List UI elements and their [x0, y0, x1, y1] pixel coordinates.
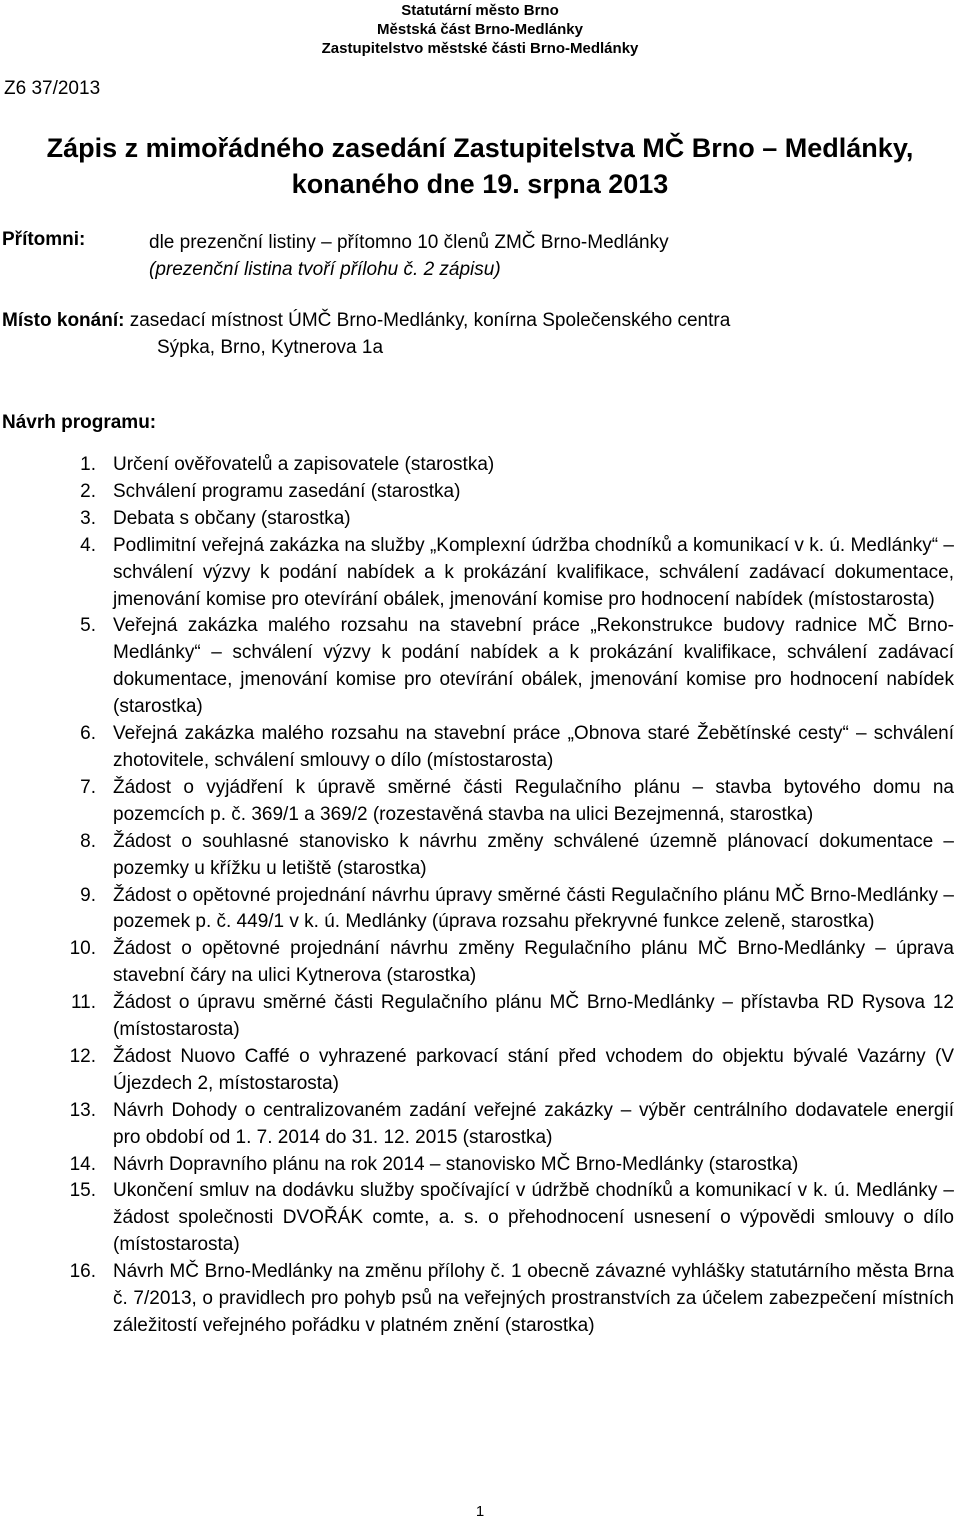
agenda-item-number: 1.	[80, 454, 96, 475]
present-note: (prezenční listina tvoří přílohu č. 2 zápisu)	[149, 259, 501, 280]
agenda-item-text: Podlimitní veřejná zakázka na služby „Komplexní údržba chodníků a komunikací v k. ú. Medlánky“ – schválení výzvy k podání nabídek a k prokázání kvalifikace, schválení zadávací dokumentace, jmenování komise pro otevírání obálek, jmenování komise pro hodnocení nabídek (místostarosta)	[113, 534, 954, 610]
header-district: Městská část Brno-Medlánky	[377, 21, 583, 38]
agenda-item	[0, 1259, 960, 1340]
agenda-item	[0, 1178, 960, 1259]
agenda-item-text: Žádost o souhlasné stanovisko k návrhu změny schválené územně plánovací dokumentace – pozemky u křížku u letiště (starostka)	[113, 830, 954, 879]
page-number: 1	[475, 1503, 485, 1520]
agenda-item	[0, 533, 960, 614]
agenda-item-number: 16.	[69, 1261, 96, 1283]
title-line-2: konaného dne 19. srpna 2013	[291, 169, 669, 199]
agenda-item-text: Debata s občany (starostka)	[113, 507, 351, 529]
agenda-item	[0, 1044, 960, 1098]
agenda-item-number: 6.	[80, 723, 96, 745]
agenda-item-text: Návrh MČ Brno-Medlánky na změnu přílohy č. 1 obecně závazné vyhlášky statutárního města Brna č. 7/2013, o pravidlech pro pohyb psů na veřejných prostranstvích za účelem zabezpečení místních záležitostí veřejného pořádku v platném znění (starostka)	[113, 1261, 954, 1336]
agenda-item	[0, 452, 960, 479]
present-section	[149, 229, 669, 283]
agenda-item-number: 3.	[80, 507, 96, 529]
agenda-item-text: Žádost o opětovné projednání návrhu úpravy směrné části Regulačního plánu MČ Brno-Medlánky – pozemek p. č. 449/1 v k. ú. Medlánky (úprava rozsahu překryvné funkce zeleně, starostka)	[113, 884, 954, 933]
agenda-item-number: 8.	[80, 830, 96, 852]
reference-number: Z6 37/2013	[4, 78, 101, 99]
agenda-item-number: 13.	[69, 1099, 96, 1121]
agenda-item	[0, 775, 960, 829]
header-city: Statutární město Brno	[401, 2, 559, 19]
agenda-item-text: Žádost o opětovné projednání návrhu změny Regulačního plánu MČ Brno-Medlánky – úprava stavební čáry na ulici Kytnerova (starostka)	[113, 938, 954, 987]
agenda-item-number: 14.	[69, 1153, 96, 1175]
document-header	[0, 1, 960, 58]
agenda-list	[0, 452, 960, 1340]
venue-text: zasedací místnost ÚMČ Brno-Medlánky, konírna Společenského centra	[129, 310, 731, 331]
agenda-item-number: 11.	[70, 992, 96, 1014]
present-text: dle prezenční listiny – přítomno 10 členů ZMČ Brno-Medlánky	[149, 232, 669, 253]
agenda-item-text: Návrh Dopravního plánu na rok 2014 – stanovisko MČ Brno-Medlánky (starostka)	[113, 1153, 799, 1175]
agenda-item	[0, 883, 960, 937]
program-heading: Návrh programu:	[2, 412, 157, 433]
venue-section	[2, 307, 730, 361]
venue-line-1	[2, 307, 730, 334]
agenda-item-text: Žádost o vyjádření k úpravě směrné části Regulačního plánu – stavba bytového domu na pozemcích p. č. 369/1 a 369/2 (rozestavěná stavba na ulici Bezejmenná, starostka)	[113, 776, 954, 825]
agenda-item-number: 10.	[69, 938, 96, 960]
agenda-item-number: 12.	[69, 1045, 96, 1067]
agenda-item-text: Schválení programu zasedání (starostka)	[113, 480, 461, 502]
agenda-item	[0, 721, 960, 775]
venue-label: Místo konání:	[2, 310, 125, 331]
agenda-item-text: Návrh Dohody o centralizovaném zadání veřejné zakázky – výběr centrálního dodavatele energií pro období od 1. 7. 2014 do 31. 12. 2015 (starostka)	[113, 1099, 954, 1148]
agenda-item-number: 7.	[80, 776, 96, 798]
agenda-item-text: Veřejná zakázka malého rozsahu na stavební práce „Rekonstrukce budovy radnice MČ Brno-Medlánky“ – schválení výzvy k podání nabídek a k prokázání kvalifikace, schválení zadávací dokumentace, jmenování komise pro otevírání obálek, jmenování komise pro hodnocení nabídek (starostka)	[113, 615, 954, 718]
title-line-1: Zápis z mimořádného zasedání Zastupitelstva MČ Brno – Medlánky,	[46, 133, 914, 163]
agenda-item-text: Žádost Nuovo Caffé o vyhrazené parkovací stání před vchodem do objektu bývalé Vazárny (V Újezdech 2, místostarosta)	[113, 1045, 954, 1094]
page-title	[0, 130, 960, 202]
agenda-item	[0, 506, 960, 533]
agenda-item-number: 4.	[80, 534, 96, 556]
present-label: Přítomni:	[2, 229, 86, 250]
agenda-item-text: Ukončení smluv na dodávku služby spočívající v údržbě chodníků a komunikací v k. ú. Medlánky – žádost společnosti DVOŘÁK comte, a. s. o přehodnocení usnesení o výpovědi smlouvy o dílo (místostarosta)	[113, 1180, 954, 1256]
agenda-item	[0, 1152, 960, 1179]
agenda-item-text: Žádost o úpravu směrné části Regulačního plánu MČ Brno-Medlánky – přístavba RD Rysova 12 (místostarosta)	[113, 992, 954, 1041]
agenda-item-number: 15.	[69, 1180, 96, 1202]
agenda-item	[0, 990, 960, 1044]
agenda-item-text: Určení ověřovatelů a zapisovatele (starostka)	[113, 454, 495, 475]
agenda-item-number: 9.	[80, 884, 96, 906]
header-council: Zastupitelstvo městské části Brno-Medlánky	[321, 40, 639, 57]
agenda-item	[0, 936, 960, 990]
agenda-item	[0, 829, 960, 883]
agenda-item-number: 5.	[80, 615, 96, 637]
agenda-item	[0, 613, 960, 721]
agenda-item-number: 2.	[80, 480, 96, 502]
agenda-item	[0, 1098, 960, 1152]
agenda-item-text: Veřejná zakázka malého rozsahu na stavební práce „Obnova staré Žebětínské cesty“ – schválení zhotovitele, schválení smlouvy o dílo (místostarosta)	[113, 723, 954, 771]
agenda-item	[0, 479, 960, 506]
venue-text-continued: Sýpka, Brno, Kytnerova 1a	[157, 337, 384, 358]
